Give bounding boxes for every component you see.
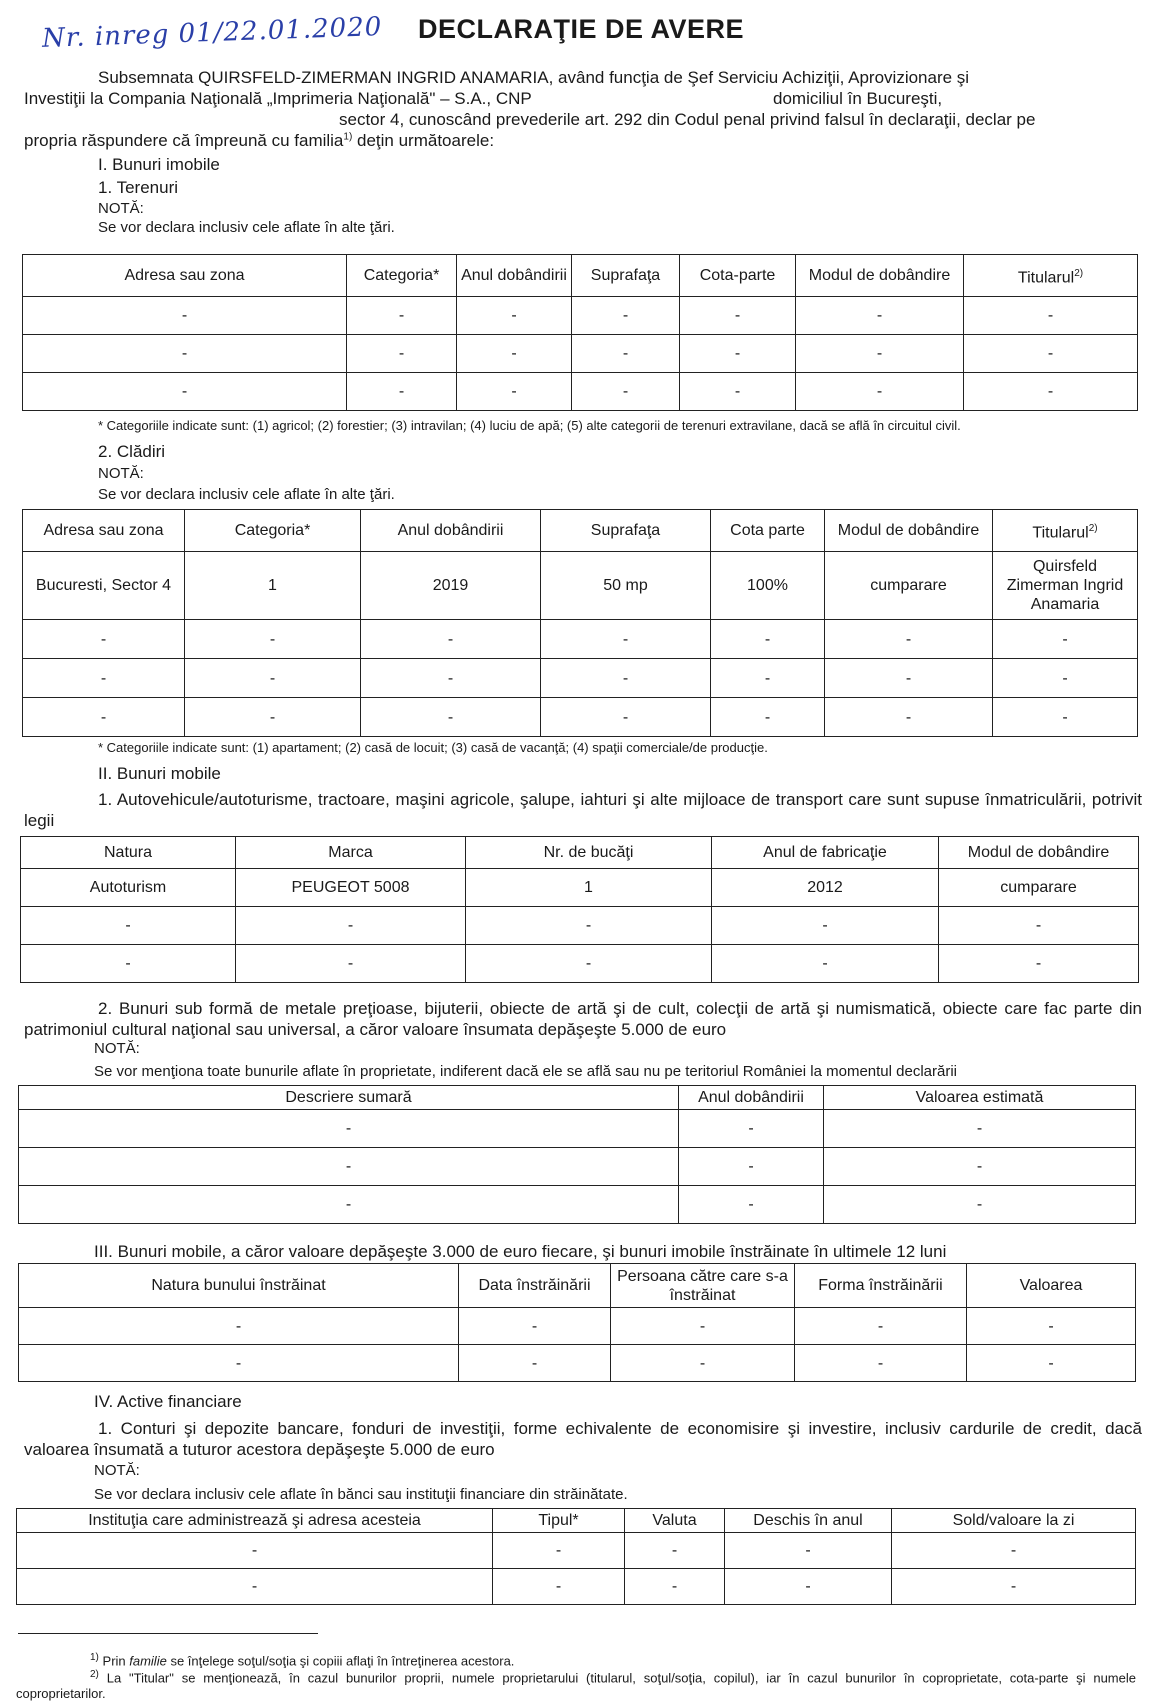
- column-header: Data înstrăinării: [459, 1264, 611, 1308]
- table-cell: -: [625, 1533, 725, 1569]
- section-1-nota: NOTĂ:: [98, 200, 144, 217]
- table-cell: -: [23, 620, 185, 659]
- column-header: Adresa sau zona: [23, 255, 347, 297]
- column-header: Cota parte: [711, 510, 825, 552]
- table-row: [23, 373, 1138, 411]
- table-cell: 1: [466, 869, 712, 907]
- table-cell: -: [964, 335, 1138, 373]
- table-cell: -: [796, 297, 964, 335]
- table-header-row: [23, 255, 1138, 297]
- table-cell: -: [795, 1308, 967, 1345]
- table-cell: -: [993, 659, 1138, 698]
- section-3-heading: II. Bunuri mobile: [98, 764, 221, 783]
- conturi-depozite-table: [16, 1508, 1136, 1605]
- cladiri-footnote: * Categoriile indicate sunt: (1) apartament; (2) casă de locuit; (3) casă de vacanţă; (4) spaţii comerciale/de producţie.: [98, 740, 768, 755]
- column-header: Anul dobândirii: [361, 510, 541, 552]
- table-cell: -: [457, 297, 572, 335]
- table-cell: -: [796, 373, 964, 411]
- column-header: Nr. de bucăţi: [466, 837, 712, 869]
- section-6-heading: IV. Active financiare: [94, 1392, 242, 1411]
- table-cell: -: [19, 1110, 679, 1148]
- table-cell: -: [459, 1345, 611, 1382]
- table-cell: Quirsfeld Zimerman Ingrid Anamaria: [993, 552, 1138, 620]
- table-cell: -: [679, 1186, 824, 1224]
- table-cell: 50 mp: [541, 552, 711, 620]
- table-cell: -: [939, 907, 1139, 945]
- column-header: Valoarea estimată: [824, 1086, 1136, 1110]
- table-cell: 100%: [711, 552, 825, 620]
- table-cell: -: [17, 1569, 493, 1605]
- table-row: [23, 620, 1138, 659]
- table-cell: -: [625, 1569, 725, 1605]
- column-header: Natura: [21, 837, 236, 869]
- table-cell: -: [361, 698, 541, 737]
- table-cell: -: [796, 335, 964, 373]
- table-cell: -: [466, 907, 712, 945]
- section-4-paragraph: 2. Bunuri sub formă de metale preţioase, bijuterii, obiecte de artă şi de cult, colecţii de artă şi numismatică, obiecte care fac parte din patrimoniul cultural naţional sau universal, a căror valoare însumata depăşeşte 5.000 de euro: [24, 999, 1142, 1039]
- table-cell: -: [993, 698, 1138, 737]
- section-2-nota-text: Se vor declara inclusiv cele aflate în alte ţări.: [98, 486, 395, 503]
- metale-pretioase-table: [18, 1085, 1136, 1224]
- section-2-sub-heading: 2. Clădiri: [98, 442, 166, 461]
- column-header: Suprafaţa: [541, 510, 711, 552]
- table-cell: -: [611, 1345, 795, 1382]
- table-cell: -: [964, 373, 1138, 411]
- column-header: Titularul$^{2)}$: [993, 510, 1138, 552]
- column-header: Deschis în anul: [725, 1509, 892, 1533]
- table-cell: -: [185, 659, 361, 698]
- table-cell: -: [23, 373, 347, 411]
- table-cell: -: [711, 659, 825, 698]
- table-cell: Autoturism: [21, 869, 236, 907]
- table-row: [21, 907, 1139, 945]
- column-header: Persoana către care s-a înstrăinat: [611, 1264, 795, 1308]
- section-4-nota-text: Se vor menţiona toate bunurile aflate în proprietate, indiferent dacă ele se află sau nu pe teritoriul României la momentul declarării: [94, 1063, 957, 1080]
- table-cell: -: [967, 1308, 1136, 1345]
- table-cell: -: [572, 297, 680, 335]
- table-cell: -: [19, 1308, 459, 1345]
- table-cell: -: [711, 698, 825, 737]
- table-cell: -: [824, 1148, 1136, 1186]
- table-cell: -: [23, 297, 347, 335]
- column-header: Anul de fabricaţie: [712, 837, 939, 869]
- column-header: Modul de dobândire: [939, 837, 1139, 869]
- table-row: [23, 659, 1138, 698]
- table-cell: 1: [185, 552, 361, 620]
- table-cell: Bucuresti, Sector 4: [23, 552, 185, 620]
- table-cell: -: [347, 297, 457, 335]
- table-cell: -: [23, 698, 185, 737]
- terenuri-footnote: * Categoriile indicate sunt: (1) agricol; (2) forestier; (3) intravilan; (4) luciu de apă; (5) alte categorii de terenuri extravilane, dacă se află în circuitul civil.: [98, 418, 961, 433]
- table-cell: -: [825, 659, 993, 698]
- column-header: Instituţia care administrează şi adresa acesteia: [17, 1509, 493, 1533]
- column-header: Suprafaţa: [572, 255, 680, 297]
- table-cell: -: [459, 1308, 611, 1345]
- table-cell: -: [185, 698, 361, 737]
- column-header: Categoria*: [185, 510, 361, 552]
- section-2-nota: NOTĂ:: [98, 465, 144, 482]
- table-cell: -: [466, 945, 712, 983]
- table-cell: -: [17, 1533, 493, 1569]
- table-row: [21, 945, 1139, 983]
- table-cell: 2012: [712, 869, 939, 907]
- column-header: Anul dobândirii: [679, 1086, 824, 1110]
- section-1-sub-heading: 1. Terenuri: [98, 178, 179, 197]
- table-cell: -: [824, 1110, 1136, 1148]
- table-row: [17, 1569, 1136, 1605]
- table-cell: -: [712, 907, 939, 945]
- column-header: Valuta: [625, 1509, 725, 1533]
- table-row: [19, 1148, 1136, 1186]
- table-cell: -: [493, 1533, 625, 1569]
- cladiri-table: [22, 509, 1138, 737]
- table-cell: -: [611, 1308, 795, 1345]
- table-header-row: [17, 1509, 1136, 1533]
- table-cell: -: [892, 1569, 1136, 1605]
- table-row: [19, 1110, 1136, 1148]
- table-row: [19, 1308, 1136, 1345]
- column-header: Valoarea: [967, 1264, 1136, 1308]
- table-header-row: [23, 510, 1138, 552]
- table-cell: -: [725, 1569, 892, 1605]
- table-header-row: [19, 1086, 1136, 1110]
- column-header: Adresa sau zona: [23, 510, 185, 552]
- column-header: Descriere sumară: [19, 1086, 679, 1110]
- table-row: [17, 1533, 1136, 1569]
- column-header: Sold/valoare la zi: [892, 1509, 1136, 1533]
- intro-line-4: propria răspundere că împreună cu familia$^{1)}$ deţin următoarele:: [24, 131, 495, 150]
- section-6-nota: NOTĂ:: [94, 1462, 140, 1479]
- section-1-heading: I. Bunuri imobile: [98, 155, 220, 174]
- table-cell: -: [680, 335, 796, 373]
- intro-line-1: Subsemnata QUIRSFELD-ZIMERMAN INGRID ANAMARIA, având funcţia de Şef Serviciu Achiziţii, Aprovizionare şi: [98, 68, 970, 87]
- column-header: Modul de dobândire: [796, 255, 964, 297]
- table-cell: -: [457, 335, 572, 373]
- table-cell: -: [361, 659, 541, 698]
- section-3-paragraph: 1. Autovehicule/autoturisme, tractoare, maşini agricole, şalupe, iahturi şi alte mijloace de transport care sunt supuse înmatriculării, potrivit legii: [24, 790, 1142, 830]
- table-cell: -: [795, 1345, 967, 1382]
- section-6-nota-text: Se vor declara inclusiv cele aflate în bănci sau instituţii financiare din străinătate.: [94, 1486, 628, 1503]
- table-header-row: [21, 837, 1139, 869]
- table-cell: -: [21, 945, 236, 983]
- table-cell: -: [679, 1148, 824, 1186]
- table-row: [19, 1186, 1136, 1224]
- table-cell: -: [967, 1345, 1136, 1382]
- section-1-nota-text: Se vor declara inclusiv cele aflate în alte ţări.: [98, 219, 395, 236]
- table-cell: -: [825, 620, 993, 659]
- table-cell: -: [572, 373, 680, 411]
- footnote-2: $^{2)}$ La "Titular" se menţionează, în cazul bunurilor proprii, numele proprietarului (titularul, soţul/soţia, copilul), iar în cazul bunurilor în coproprietate, cota-parte şi numele coproprietarilor.: [16, 1669, 1136, 1702]
- column-header: Categoria*: [347, 255, 457, 297]
- table-cell: -: [347, 335, 457, 373]
- table-cell: -: [680, 373, 796, 411]
- table-cell: -: [19, 1345, 459, 1382]
- table-row: [23, 297, 1138, 335]
- table-cell: -: [457, 373, 572, 411]
- intro-line-2a: Investiţii la Compania Naţională „Imprimeria Naţională" – S.A., CNP: [24, 89, 532, 108]
- table-cell: -: [993, 620, 1138, 659]
- terenuri-table: [22, 254, 1138, 411]
- table-header-row: [19, 1264, 1136, 1308]
- column-header: Anul dobândirii: [457, 255, 572, 297]
- table-cell: -: [679, 1110, 824, 1148]
- table-cell: PEUGEOT 5008: [236, 869, 466, 907]
- intro-line-3: sector 4, cunoscând prevederile art. 292 din Codul penal privind falsul în declaraţii, declar pe: [339, 110, 1036, 129]
- table-cell: cumparare: [939, 869, 1139, 907]
- column-header: Natura bunului înstrăinat: [19, 1264, 459, 1308]
- table-cell: -: [541, 698, 711, 737]
- table-cell: -: [236, 945, 466, 983]
- footnote-1: $^{1)}$ Prin familie se înţelege soţul/soţia şi copiii aflaţi în întreţinerea acestora.: [90, 1652, 515, 1669]
- page-title: DECLARAŢIE DE AVERE: [418, 14, 745, 44]
- table-cell: -: [892, 1533, 1136, 1569]
- section-6-paragraph: 1. Conturi şi depozite bancare, fonduri de investiţii, forme echivalente de economisire şi investire, inclusiv cardurile de credit, dacă valoarea însumată a tuturor acestora depăşeşte 5.000 de euro: [24, 1419, 1142, 1459]
- table-cell: -: [725, 1533, 892, 1569]
- table-cell: -: [541, 620, 711, 659]
- table-cell: -: [825, 698, 993, 737]
- table-cell: -: [236, 907, 466, 945]
- table-cell: cumparare: [825, 552, 993, 620]
- column-header: Titularul$^{2)}$: [964, 255, 1138, 297]
- table-cell: -: [185, 620, 361, 659]
- table-cell: -: [493, 1569, 625, 1605]
- table-cell: -: [23, 335, 347, 373]
- table-cell: -: [964, 297, 1138, 335]
- column-header: Forma înstrăinării: [795, 1264, 967, 1308]
- intro-line-2b: domiciliul în Bucureşti,: [773, 89, 943, 108]
- column-header: Tipul*: [493, 1509, 625, 1533]
- table-cell: -: [572, 335, 680, 373]
- table-cell: -: [21, 907, 236, 945]
- table-row: [23, 552, 1138, 620]
- bunuri-instrainate-table: [18, 1263, 1136, 1382]
- autovehicule-table: [20, 836, 1139, 983]
- column-header: Marca: [236, 837, 466, 869]
- section-5-heading: III. Bunuri mobile, a căror valoare depăşeşte 3.000 de euro fiecare, şi bunuri imobile înstrăinate în ultimele 12 luni: [94, 1242, 947, 1261]
- table-row: [23, 698, 1138, 737]
- table-cell: -: [19, 1186, 679, 1224]
- table-row: [21, 869, 1139, 907]
- column-header: Cota-parte: [680, 255, 796, 297]
- footnote-divider: [18, 1633, 318, 1634]
- table-cell: -: [347, 373, 457, 411]
- handwritten-registration-number: Nr. inreg 01/22.01.2020: [41, 12, 383, 54]
- table-row: [19, 1345, 1136, 1382]
- column-header: Modul de dobândire: [825, 510, 993, 552]
- table-cell: -: [361, 620, 541, 659]
- table-cell: -: [711, 620, 825, 659]
- table-cell: -: [824, 1186, 1136, 1224]
- table-cell: -: [541, 659, 711, 698]
- table-cell: -: [712, 945, 939, 983]
- table-cell: -: [23, 659, 185, 698]
- table-cell: 2019: [361, 552, 541, 620]
- table-row: [23, 335, 1138, 373]
- table-cell: -: [939, 945, 1139, 983]
- section-4-nota: NOTĂ:: [94, 1040, 140, 1057]
- table-cell: -: [19, 1148, 679, 1186]
- table-cell: -: [680, 297, 796, 335]
